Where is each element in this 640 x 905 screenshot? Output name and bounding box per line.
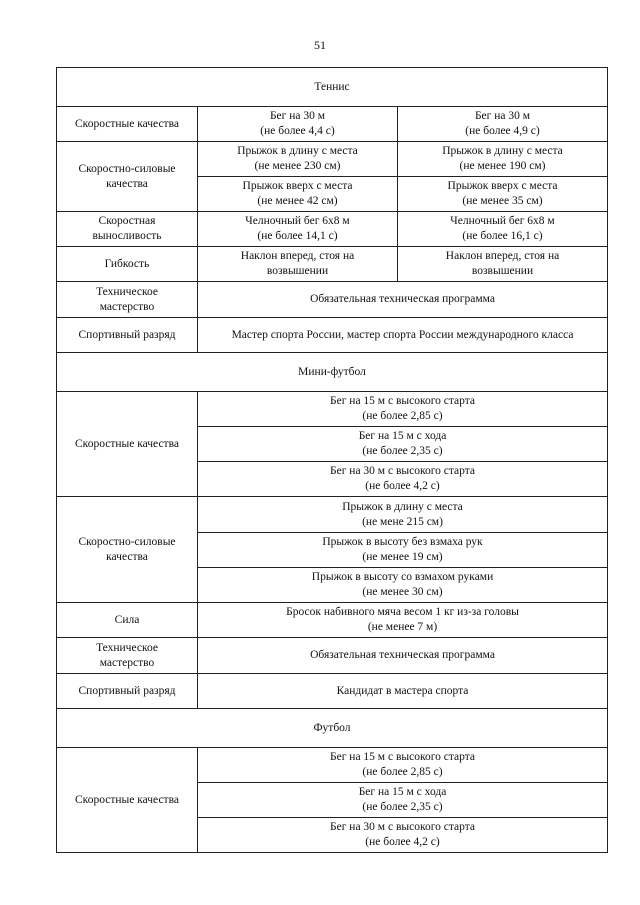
cell xyxy=(198,603,608,638)
cell xyxy=(198,177,398,212)
cell xyxy=(198,212,398,247)
cell-line: (не более 4,2 с) xyxy=(365,836,440,848)
table-row xyxy=(57,107,608,142)
cell-line: Бег на 15 м с высокого старта xyxy=(330,395,476,407)
cell-line: Бег на 30 м xyxy=(474,110,531,122)
cell xyxy=(198,392,608,427)
cell: Кандидат в мастера спорта xyxy=(198,674,608,709)
cell-line: Бег на 30 м с высокого старта xyxy=(330,465,476,477)
sport-title-football: Футбол xyxy=(57,709,608,748)
sport-title-minifootball: Мини-футбол xyxy=(57,353,608,392)
cell-line: Бег на 15 м с высокого старта xyxy=(330,751,476,763)
row-label xyxy=(57,142,198,212)
table-row xyxy=(57,638,608,674)
row-label xyxy=(57,497,198,603)
cell-line: Прыжок вверх с места xyxy=(242,180,353,192)
table-row xyxy=(57,603,608,638)
table-row xyxy=(57,674,608,709)
cell: Мастер спорта России, мастер спорта России международного класса xyxy=(198,318,608,353)
label-line: Скоростно-силовые xyxy=(78,162,176,175)
cell-line: (не менее 230 см) xyxy=(254,160,341,172)
label-line: Техническое xyxy=(96,641,158,654)
label-line: мастерство xyxy=(99,300,155,313)
cell-line: Наклон вперед, стоя на xyxy=(445,250,560,262)
cell xyxy=(198,748,608,783)
cell-line: (не мене 215 см) xyxy=(362,515,443,528)
cell-line: (не более 16,1 с) xyxy=(462,230,543,242)
cell-line: Прыжок в длину с места xyxy=(442,145,563,157)
table-row xyxy=(57,318,608,353)
row-label: Гибкость xyxy=(57,247,198,282)
cell xyxy=(398,107,608,142)
cell-line: (не менее 7 м) xyxy=(367,621,438,633)
table-row xyxy=(57,212,608,247)
cell xyxy=(198,533,608,568)
cell xyxy=(198,497,608,533)
cell-line: (не более 14,1 с) xyxy=(257,230,338,242)
cell-line: Прыжок в высоту со взмахом руками xyxy=(311,571,494,583)
table-row xyxy=(57,142,608,177)
label-line: Скоростно-силовые xyxy=(78,535,176,548)
cell xyxy=(198,107,398,142)
cell-line: (не более 4,2 с) xyxy=(365,480,440,492)
label-line: Техническое xyxy=(96,285,158,298)
cell-line: Челночный бег 6х8 м xyxy=(245,215,350,227)
row-label: Спортивный разряд xyxy=(57,674,198,709)
cell-line: Бросок набивного мяча весом 1 кг из-за головы xyxy=(286,606,519,618)
cell: Обязательная техническая программа xyxy=(198,638,608,674)
sport-title-tennis: Теннис xyxy=(57,68,608,107)
cell-line: Бег на 30 м с высокого старта xyxy=(330,821,476,833)
cell-line: Прыжок в высоту без взмаха рук xyxy=(322,536,483,548)
cell-line: Прыжок вверх с места xyxy=(447,180,558,192)
standards-table xyxy=(56,67,608,853)
cell-line: Прыжок в длину с места xyxy=(342,500,463,513)
cell-line: (не более 2,85 с) xyxy=(362,410,443,422)
sport-header-row xyxy=(57,68,608,107)
cell-line: (не менее 19 см) xyxy=(362,551,443,563)
table-row xyxy=(57,497,608,533)
cell-line: Бег на 15 м с хода xyxy=(358,786,447,798)
cell xyxy=(398,247,608,282)
sport-header-row xyxy=(57,709,608,748)
cell-line: (не менее 35 см) xyxy=(462,195,543,207)
cell xyxy=(198,427,608,462)
cell-line: (не менее 30 см) xyxy=(362,586,443,598)
cell-line: (не более 2,35 с) xyxy=(362,801,443,813)
cell xyxy=(198,818,608,853)
cell-line: Прыжок в длину с места xyxy=(237,145,358,157)
cell-line: (не более 4,9 с) xyxy=(465,125,540,137)
cell-line: возвышении xyxy=(471,265,534,277)
cell: Обязательная техническая программа xyxy=(198,282,608,318)
cell xyxy=(198,568,608,603)
row-label: Сила xyxy=(57,603,198,638)
cell-line: Челночный бег 6х8 м xyxy=(450,215,555,227)
label-line: выносливость xyxy=(92,230,162,242)
row-label: Скоростные качества xyxy=(57,392,198,497)
cell-line: (не более 2,85 с) xyxy=(362,766,443,778)
table-row xyxy=(57,748,608,783)
cell-line: Наклон вперед, стоя на xyxy=(240,250,355,262)
cell-line: возвышении xyxy=(266,265,329,277)
label-line: мастерство xyxy=(99,656,155,669)
row-label xyxy=(57,212,198,247)
table-row xyxy=(57,247,608,282)
row-label xyxy=(57,282,198,318)
page-number: 51 xyxy=(314,38,326,52)
sport-header-row xyxy=(57,353,608,392)
cell-line: (не более 2,35 с) xyxy=(362,445,443,457)
label-line: Скоростная xyxy=(98,215,156,227)
cell xyxy=(198,142,398,177)
cell-line: Бег на 15 м с хода xyxy=(358,430,447,442)
cell xyxy=(398,212,608,247)
cell xyxy=(198,462,608,497)
row-label xyxy=(57,638,198,674)
row-label: Спортивный разряд xyxy=(57,318,198,353)
cell xyxy=(198,783,608,818)
cell xyxy=(398,142,608,177)
cell xyxy=(398,177,608,212)
cell-line: (не менее 42 см) xyxy=(257,195,338,207)
row-label: Скоростные качества xyxy=(57,748,198,853)
label-line: качества xyxy=(106,550,148,563)
row-label: Скоростные качества xyxy=(57,107,198,142)
table-row xyxy=(57,392,608,427)
label-line: качества xyxy=(106,177,148,190)
table-row xyxy=(57,282,608,318)
cell xyxy=(198,247,398,282)
cell-line: (не менее 190 см) xyxy=(459,160,546,172)
cell-line: Бег на 30 м xyxy=(269,110,326,122)
cell-line: (не более 4,4 с) xyxy=(260,125,335,137)
